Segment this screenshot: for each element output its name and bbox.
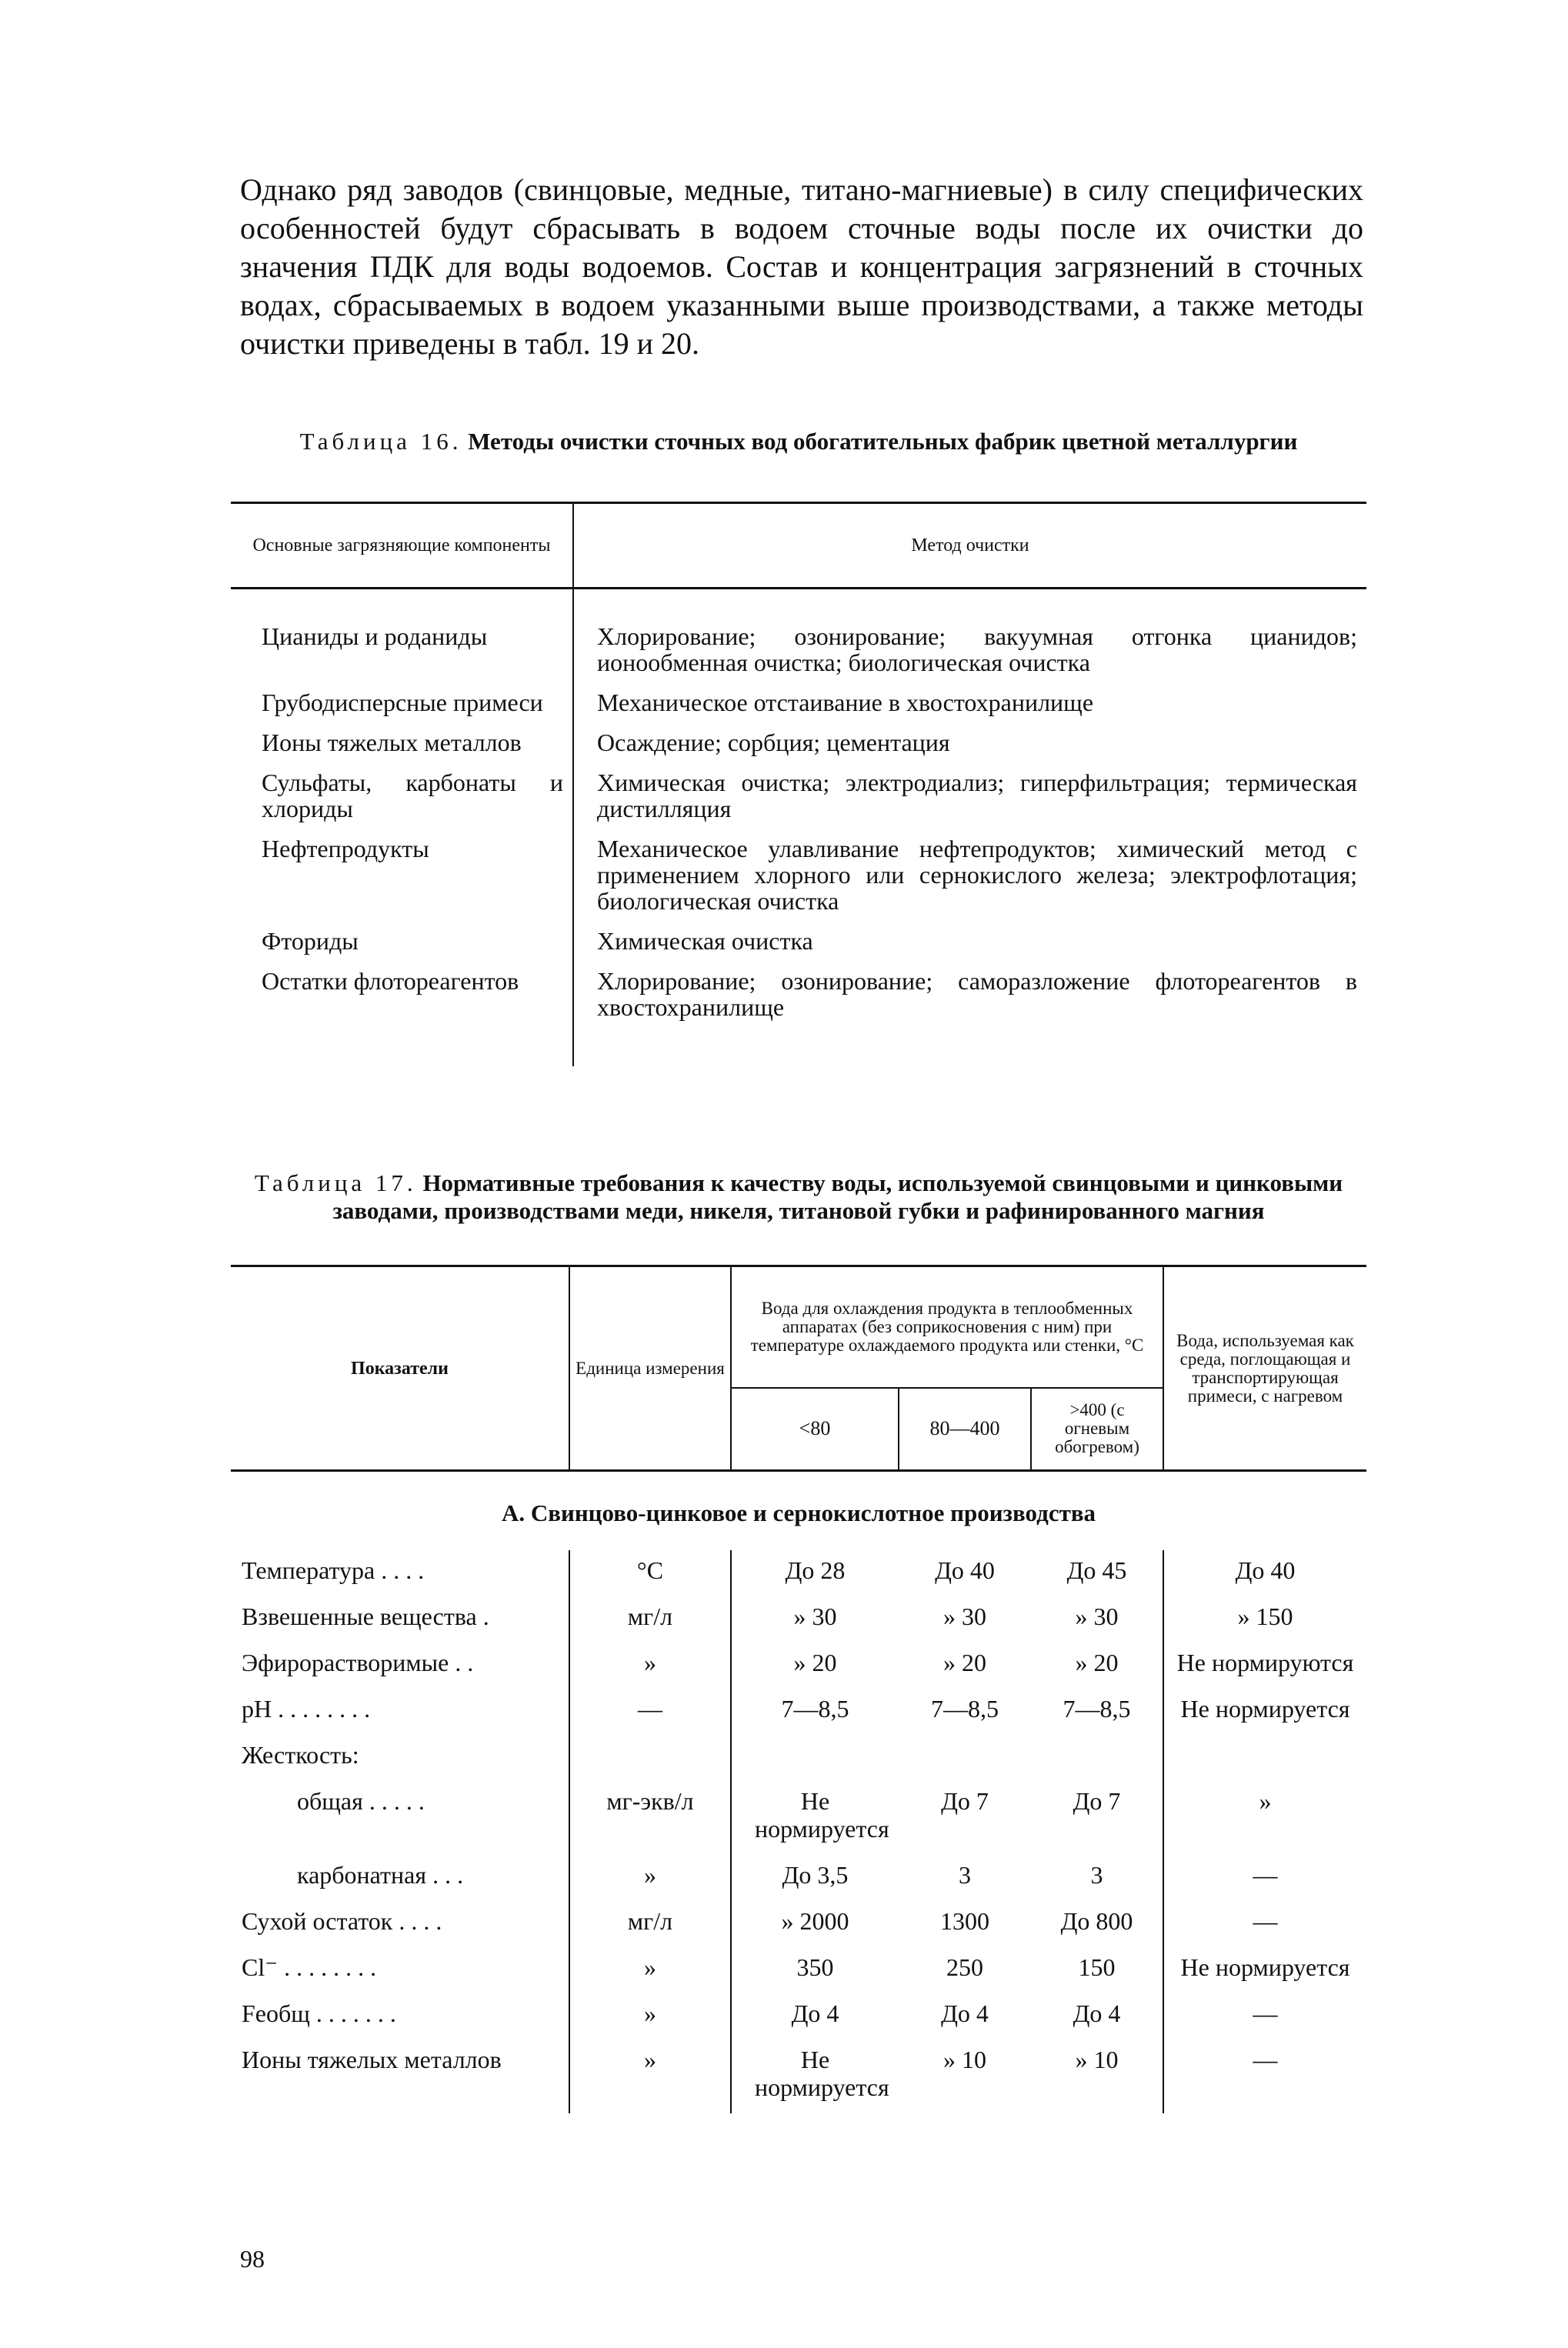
unit-cell: » [569,1993,731,2039]
value-cell [731,1735,899,1781]
table17-header-medium: Вода, используемая как среда, поглощающая и транспортирующая примеси, с нагревом [1176,1330,1354,1406]
value-cell [1031,1735,1163,1781]
value-cell: Не нормируется [731,1781,899,1855]
value-cell: — [1163,1993,1366,2039]
value-cell: Не нормируются [1163,1643,1366,1689]
value-cell: Не нормируется [1163,1947,1366,1993]
value-cell: До 7 [1073,1787,1121,1815]
value-cell: » 20 [943,1649,986,1676]
table17 [231,1265,1366,2113]
table-row [231,1735,1366,1781]
table-row [231,685,1366,725]
value-cell: 350 [731,1947,899,1993]
table-row [231,1643,1366,1689]
unit-cell: °С [569,1550,731,1596]
value-cell: До 4 [941,1999,989,2027]
table-row [231,1596,1366,1643]
unit-cell: мг/л [569,1901,731,1947]
value-cell: » 2000 [731,1901,899,1947]
value-cell: 3 [1090,1861,1103,1889]
table16-header-method: Метод очистки [573,503,1366,589]
indicator-name: Температура . . . . [242,1556,425,1584]
indicator-name: рН . . . . . . . . [242,1695,371,1723]
table17-header-indicator: Показатели [231,1266,569,1471]
table-row [231,589,1366,685]
value-cell: 1300 [940,1907,989,1935]
value-cell: — [1163,1901,1366,1947]
table17-subheader-lt80: <80 [731,1388,899,1471]
value-cell: До 4 [731,1993,899,2039]
value-cell: » 20 [1075,1649,1119,1676]
component-cell: Остатки флотореагентов [231,963,573,1066]
indicator-name: Эфирорастворимые . . [242,1649,474,1676]
unit-cell: » [569,1855,731,1901]
indicator-name: Жесткость: [242,1741,359,1769]
table17-header-cooling: Вода для охлаждения продукта в теплообменных аппаратах (без соприкосновения с ним) при температуре охлаждаемого продукта или стенки, °С [731,1266,1163,1388]
table17-subheader-80-400: 80—400 [899,1388,1031,1471]
value-cell: До 800 [1060,1907,1133,1935]
value-cell: До 7 [941,1787,989,1815]
table17-section-a: А. Свинцово-цинковое и сернокислотное производства [501,1499,1096,1526]
indicator-name: Feобщ . . . . . . . [242,1999,396,2027]
table-row [231,2039,1366,2113]
table17-caption [231,1169,1366,1225]
page-number: 98 [240,2245,265,2273]
method-cell: Химическая очистка [597,927,813,955]
table17-label: Таблица 17. [254,1169,417,1196]
indicator-name: Cl⁻ . . . . . . . . [242,1953,377,1981]
table-row [231,1901,1366,1947]
table-row [231,1781,1366,1855]
table-row [231,725,1366,765]
value-cell: — [1163,1855,1366,1901]
method-cell: Хлорирование; озонирование; вакуумная отгонка цианидов; ионообменная очистка; биологическая очистка [597,622,1357,676]
value-cell: — [1163,2039,1366,2113]
table16-title: Методы очистки сточных вод обогатительных фабрик цветной металлургии [468,428,1298,455]
table-row [231,1947,1366,1993]
component-cell: Ионы тяжелых металлов [231,725,573,765]
value-cell: » 10 [1075,2046,1119,2073]
value-cell: » 30 [1075,1603,1119,1630]
value-cell: » [1163,1781,1366,1855]
value-cell: » 10 [943,2046,986,2073]
value-cell: До 3,5 [731,1855,899,1901]
method-cell: Механическое улавливание нефтепродуктов; химический метод с применением хлорного или сернокислого железа; электрофлотация; биологическая очистка [597,835,1357,915]
value-cell: 250 [946,1953,983,1981]
value-cell: До 45 [1066,1556,1127,1584]
unit-cell [569,1735,731,1781]
method-cell: Химическая очистка; электродиализ; гиперфильтрация; термическая дистилляция [597,769,1357,822]
table-row [231,963,1366,1066]
table-row [231,1550,1366,1596]
indicator-name: карбонатная . . . [297,1861,464,1889]
value-cell: 7—8,5 [1063,1695,1131,1723]
value-cell: 7—8,5 [731,1689,899,1735]
indicator-name: Взвешенные вещества . [242,1603,489,1630]
value-cell: » 30 [731,1596,899,1643]
value-cell: До 28 [731,1550,899,1596]
table17-header-unit: Единица измерения [569,1266,731,1471]
unit-cell: — [569,1689,731,1735]
intro-paragraph: Однако ряд заводов (свинцовые, медные, титано-магниевые) в силу специфических особенностей будут сбрасывать в водоем сточные воды после их очистки до значения ПДК для воды водоемов. Состав и концентрация загрязнений в сточных водах, сбрасываемых в водоем указанными выше производствами, а также методы очистки приведены в табл. 19 и 20. [240,172,1363,361]
indicator-name: Сухой остаток . . . . [242,1907,442,1935]
table16-caption [231,428,1366,455]
unit-cell: » [569,2039,731,2113]
table-row [231,765,1366,831]
table16-header-components: Основные загрязняющие компоненты [231,503,573,589]
value-cell: До 4 [1073,1999,1121,2027]
indicator-name: Ионы тяжелых металлов [242,2046,502,2073]
value-cell [899,1735,1031,1781]
value-cell: До 40 [935,1556,995,1584]
value-cell: 7—8,5 [931,1695,999,1723]
method-cell: Механическое отстаивание в хвостохранилище [597,689,1094,716]
table-row [231,923,1366,963]
component-cell: Сульфаты, карбонаты и хлориды [231,765,573,831]
component-cell: Фториды [231,923,573,963]
value-cell [1163,1735,1366,1781]
value-cell: » 150 [1163,1596,1366,1643]
table-row [231,1993,1366,2039]
table-row [231,831,1366,923]
component-cell: Нефтепродукты [231,831,573,923]
component-cell: Цианиды и роданиды [231,589,573,685]
value-cell: » 20 [731,1643,899,1689]
method-cell: Хлорирование; озонирование; саморазложение флотореагентов в хвостохранилище [597,967,1357,1021]
table17-title: Нормативные требования к качеству воды, используемой свинцовыми и цинковыми заводами, производствами меди, никеля, титановой губки и рафинированного магния [332,1169,1343,1224]
table17-subheader-gt400: >400 (с огневым обогревом) [1031,1388,1163,1471]
table16 [231,502,1366,1066]
unit-cell: мг-экв/л [569,1781,731,1855]
component-cell: Грубодисперсные примеси [231,685,573,725]
unit-cell: » [569,1947,731,1993]
table-row [231,1689,1366,1735]
value-cell: » 30 [943,1603,986,1630]
value-cell: Не нормируется [1163,1689,1366,1735]
value-cell: До 40 [1163,1550,1366,1596]
table-row [231,1855,1366,1901]
table16-label: Таблица 16. [299,428,462,455]
indicator-name: общая . . . . . [297,1787,425,1815]
value-cell: 3 [959,1861,971,1889]
value-cell: 150 [1078,1953,1116,1981]
method-cell: Осаждение; сорбция; цементация [597,729,950,756]
unit-cell: мг/л [569,1596,731,1643]
value-cell: Не нормируется [731,2039,899,2113]
unit-cell: » [569,1643,731,1689]
